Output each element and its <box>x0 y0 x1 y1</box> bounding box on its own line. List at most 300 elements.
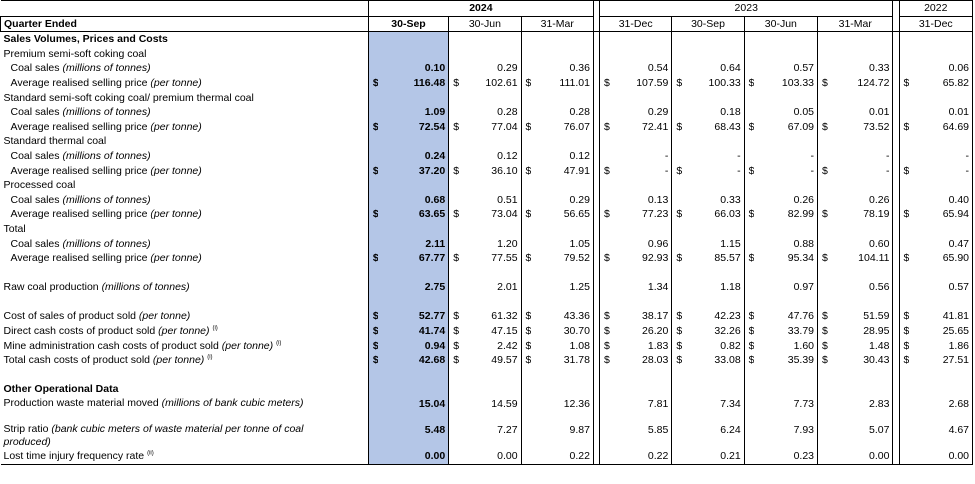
value-cell: 7.81 <box>647 398 669 411</box>
dollar-sign: $ <box>521 353 531 368</box>
st-coal-sales-row <box>1 149 973 164</box>
value-cell: 111.01 <box>559 76 590 89</box>
dollar-sign <box>899 105 909 120</box>
value-cell: 73.52 <box>863 120 890 133</box>
section-title: Other Operational Data <box>3 383 119 396</box>
dollar-sign <box>449 397 459 423</box>
dollar-sign <box>521 449 531 464</box>
dollar-sign <box>899 237 909 252</box>
group-title: Standard semi-soft coking coal/ premium thermal coal <box>3 91 254 104</box>
total-cash-row <box>1 353 973 368</box>
dollar-sign: $ <box>368 120 378 135</box>
ltifr-row-label: Lost time injury frequency rate $^{(ii)}$ <box>1 449 369 464</box>
quarter-col-2: 31-Mar <box>521 16 593 32</box>
total-avg-price-row-label: Average realised selling price (per tonne) <box>10 252 202 265</box>
dollar-sign <box>744 280 754 295</box>
value-cell: 2.11 <box>378 237 448 252</box>
value-cell: 95.34 <box>787 252 815 265</box>
dollar-sign <box>599 61 609 76</box>
total-avg-price-row <box>1 251 973 266</box>
value-cell: 9.87 <box>569 424 590 437</box>
value-cell: 66.03 <box>714 208 741 221</box>
dollar-sign <box>818 423 828 449</box>
dollar-sign: $ <box>744 76 754 91</box>
value-cell: 47.91 <box>563 164 590 177</box>
value-cell: 47.15 <box>491 325 518 338</box>
dollar-sign: $ <box>599 207 609 222</box>
dollar-sign <box>521 149 531 164</box>
value-cell: 0.29 <box>569 193 590 206</box>
dollar-sign <box>744 449 754 464</box>
value-cell: 67.77 <box>378 251 448 266</box>
dollar-sign <box>818 149 828 164</box>
dollar-sign <box>449 149 459 164</box>
value-cell: 2.83 <box>869 398 890 411</box>
value-cell: 0.10 <box>378 61 448 76</box>
dollar-sign <box>672 193 682 208</box>
dollar-sign <box>672 280 682 295</box>
value-cell: 61.32 <box>491 310 518 323</box>
value-cell: 0.57 <box>793 62 815 75</box>
value-cell: 43.36 <box>563 310 590 323</box>
quarter-col-7: 31-Dec <box>899 16 973 32</box>
value-cell: 56.65 <box>563 208 590 221</box>
quarter-col-3: 31-Dec <box>599 16 671 32</box>
dollar-sign <box>744 193 754 208</box>
value-cell: - <box>810 164 815 177</box>
value-cell: - <box>885 164 890 177</box>
value-cell: 0.82 <box>720 339 741 352</box>
dollar-sign <box>449 105 459 120</box>
value-cell: 0.54 <box>647 62 669 75</box>
dollar-sign: $ <box>521 339 531 354</box>
value-cell: - <box>664 149 669 162</box>
value-cell: 85.57 <box>714 252 741 265</box>
total-coal-sales-row <box>1 237 973 252</box>
cost-sales-row-label: Cost of sales of product sold (per tonne) <box>3 310 191 323</box>
dollar-sign <box>744 149 754 164</box>
dollar-sign: $ <box>599 120 609 135</box>
year-2023: 2023 <box>599 1 893 17</box>
dollar-sign <box>368 280 378 295</box>
group-title: Standard thermal coal <box>3 135 107 148</box>
value-cell: 116.48 <box>378 76 448 91</box>
total-coal-sales-row-label: Coal sales (millions of tonnes) <box>10 237 151 250</box>
dollar-sign <box>599 280 609 295</box>
dollar-sign <box>521 237 531 252</box>
value-cell: 25.65 <box>909 324 972 339</box>
ss-coal-sales-row-label: Coal sales (millions of tonnes) <box>10 106 151 119</box>
group-title: Processed coal <box>3 179 76 192</box>
dollar-sign <box>599 397 609 423</box>
dollar-sign <box>672 105 682 120</box>
dollar-sign <box>449 449 459 464</box>
dollar-sign: $ <box>672 120 682 135</box>
value-cell: 77.23 <box>642 208 669 221</box>
value-cell: 1.15 <box>720 237 741 250</box>
value-cell: 72.54 <box>378 120 448 135</box>
dollar-sign: $ <box>521 324 531 339</box>
dollar-sign <box>672 397 682 423</box>
dollar-sign: $ <box>899 324 909 339</box>
value-cell: 2.75 <box>378 280 448 295</box>
value-cell: 5.07 <box>869 424 890 437</box>
value-cell: 27.51 <box>909 353 972 368</box>
quarter-header-row <box>1 16 973 32</box>
dollar-sign <box>368 237 378 252</box>
value-cell: 1.83 <box>647 339 669 352</box>
value-cell: 2.42 <box>497 339 518 352</box>
value-cell: 92.93 <box>642 252 669 265</box>
value-cell: 67.09 <box>787 120 815 133</box>
group-processed <box>1 178 973 193</box>
dollar-sign <box>521 280 531 295</box>
year-2022: 2022 <box>899 1 973 17</box>
value-cell: 33.08 <box>714 354 741 367</box>
value-cell: 47.76 <box>787 310 815 323</box>
dollar-sign <box>818 280 828 295</box>
dollar-sign <box>899 61 909 76</box>
value-cell: 0.26 <box>869 193 890 206</box>
value-cell: 1.18 <box>720 281 741 294</box>
year-2024: 2024 <box>368 1 593 17</box>
dollar-sign <box>744 237 754 252</box>
st-avg-price-row <box>1 164 973 179</box>
ss-avg-price-row <box>1 120 973 135</box>
value-cell: 78.19 <box>863 208 890 221</box>
value-cell: - <box>810 149 815 162</box>
dollar-sign: $ <box>818 353 828 368</box>
value-cell: 0.57 <box>909 280 972 295</box>
value-cell: 79.52 <box>563 252 590 265</box>
premium-coal-sales-row <box>1 61 973 76</box>
mine-admin-row-label: Mine administration cash costs of product sold (per tonne) $^{(i)}$ <box>3 339 282 352</box>
dollar-sign: $ <box>818 76 828 91</box>
dollar-sign <box>368 105 378 120</box>
value-cell: 0.28 <box>569 106 590 119</box>
dollar-sign <box>599 423 609 449</box>
dollar-sign: $ <box>744 309 754 324</box>
group-standard-thermal <box>1 134 973 149</box>
ss-avg-price-row-label: Average realised selling price (per tonne) <box>10 120 202 133</box>
value-cell: - <box>737 164 741 177</box>
value-cell: - <box>909 164 972 179</box>
dollar-sign: $ <box>368 309 378 324</box>
dollar-sign <box>899 449 909 464</box>
value-cell: 64.69 <box>909 120 972 135</box>
value-cell: 36.10 <box>491 164 518 177</box>
dollar-sign: $ <box>899 76 909 91</box>
dollar-sign: $ <box>899 353 909 368</box>
dollar-sign: $ <box>599 353 609 368</box>
dollar-sign <box>744 423 754 449</box>
dollar-sign: $ <box>818 339 828 354</box>
quarter-col-0: 30-Sep <box>368 16 448 32</box>
value-cell: 65.90 <box>909 251 972 266</box>
dollar-sign <box>368 61 378 76</box>
st-coal-sales-row-label: Coal sales (millions of tonnes) <box>10 149 151 162</box>
pc-avg-price-row-label: Average realised selling price (per tonne) <box>10 208 202 221</box>
direct-cash-row-label: Direct cash costs of product sold (per tonne) $^{(i)}$ <box>3 325 218 338</box>
dollar-sign <box>899 149 909 164</box>
value-cell: 38.17 <box>642 310 669 323</box>
value-cell: 7.27 <box>497 424 518 437</box>
dollar-sign: $ <box>449 309 459 324</box>
value-cell: 1.34 <box>647 281 669 294</box>
premium-avg-price-row <box>1 76 973 91</box>
value-cell: 14.59 <box>491 398 518 411</box>
value-cell: 82.99 <box>787 208 815 221</box>
value-cell: 6.24 <box>720 424 741 437</box>
dollar-sign <box>672 61 682 76</box>
value-cell: 30.43 <box>863 354 890 367</box>
value-cell: 0.22 <box>531 449 593 464</box>
dollar-sign: $ <box>818 120 828 135</box>
value-cell: 0.00 <box>459 449 521 464</box>
value-cell: - <box>664 164 669 177</box>
dollar-sign <box>672 237 682 252</box>
value-cell: 0.00 <box>909 449 972 464</box>
dollar-sign: $ <box>599 164 609 179</box>
value-cell: 0.36 <box>569 62 590 75</box>
value-cell: 0.88 <box>793 237 815 250</box>
dollar-sign: $ <box>744 120 754 135</box>
value-cell: 41.81 <box>909 309 972 324</box>
dollar-sign <box>599 149 609 164</box>
pc-avg-price-row <box>1 207 973 222</box>
value-cell: 52.77 <box>378 309 448 324</box>
dollar-sign: $ <box>599 251 609 266</box>
value-cell: 32.26 <box>714 325 741 338</box>
dollar-sign: $ <box>449 353 459 368</box>
value-cell: 1.60 <box>793 339 815 352</box>
spacer-row <box>1 295 973 310</box>
dollar-sign: $ <box>672 353 682 368</box>
dollar-sign: $ <box>521 251 531 266</box>
group-title: Premium semi-soft coking coal <box>3 47 147 60</box>
value-cell: 0.56 <box>869 281 890 294</box>
section-sales <box>1 32 973 47</box>
direct-cash-row <box>1 324 973 339</box>
dollar-sign <box>368 193 378 208</box>
dollar-sign <box>744 105 754 120</box>
dollar-sign: $ <box>521 309 531 324</box>
dollar-sign: $ <box>449 164 459 179</box>
value-cell: 7.73 <box>793 398 815 411</box>
dollar-sign: $ <box>521 207 531 222</box>
dollar-sign: $ <box>449 339 459 354</box>
waste-row-label: Production waste material moved (millions of bank cubic meters) <box>3 397 304 410</box>
value-cell: 0.00 <box>378 449 448 464</box>
value-cell: 0.64 <box>720 62 741 75</box>
value-cell: 1.05 <box>569 237 590 250</box>
dollar-sign <box>818 397 828 423</box>
dollar-sign: $ <box>449 324 459 339</box>
dollar-sign <box>449 280 459 295</box>
dollar-sign <box>899 397 909 423</box>
dollar-sign: $ <box>899 309 909 324</box>
dollar-sign: $ <box>672 309 682 324</box>
value-cell: 2.01 <box>497 281 518 294</box>
value-cell: 77.04 <box>491 120 518 133</box>
dollar-sign: $ <box>368 76 378 91</box>
quarter-col-5: 30-Jun <box>744 16 817 32</box>
value-cell: 0.21 <box>682 449 744 464</box>
value-cell: 0.24 <box>378 149 448 164</box>
group-title: Total <box>3 222 26 235</box>
value-cell: 49.57 <box>491 354 518 367</box>
strip-row-label: Strip ratio (bank cubic meters of waste material per tonne of coal produced) <box>3 423 304 449</box>
value-cell: 0.97 <box>793 281 815 294</box>
quarter-col-6: 31-Mar <box>818 16 893 32</box>
dollar-sign: $ <box>818 207 828 222</box>
quarter-ended-label: Quarter Ended <box>1 16 369 32</box>
value-cell: 7.93 <box>793 424 815 437</box>
value-cell: 0.47 <box>909 237 972 252</box>
value-cell: 28.95 <box>863 325 890 338</box>
value-cell: 0.29 <box>497 62 518 75</box>
dollar-sign: $ <box>899 251 909 266</box>
dollar-sign: $ <box>368 207 378 222</box>
dollar-sign: $ <box>368 339 378 354</box>
dollar-sign: $ <box>672 207 682 222</box>
dollar-sign: $ <box>899 164 909 179</box>
dollar-sign: $ <box>521 76 531 91</box>
value-cell: 77.55 <box>491 252 518 265</box>
dollar-sign: $ <box>599 76 609 91</box>
dollar-sign: $ <box>672 76 682 91</box>
dollar-sign <box>672 423 682 449</box>
value-cell: 0.60 <box>869 237 890 250</box>
value-cell: 0.12 <box>497 149 518 162</box>
dollar-sign: $ <box>449 251 459 266</box>
value-cell: 0.40 <box>909 193 972 208</box>
value-cell: 2.68 <box>909 397 972 423</box>
value-cell: 0.96 <box>647 237 669 250</box>
dollar-sign <box>599 193 609 208</box>
dollar-sign <box>449 193 459 208</box>
value-cell: 0.01 <box>869 106 890 119</box>
dollar-sign <box>818 105 828 120</box>
value-cell: 41.74 <box>378 324 448 339</box>
dollar-sign: $ <box>818 324 828 339</box>
ss-coal-sales-row <box>1 105 973 120</box>
dollar-sign: $ <box>672 339 682 354</box>
value-cell: 0.51 <box>497 193 518 206</box>
dollar-sign <box>899 193 909 208</box>
value-cell: 1.09 <box>378 105 448 120</box>
dollar-sign <box>672 449 682 464</box>
dollar-sign <box>368 397 378 423</box>
dollar-sign <box>899 423 909 449</box>
cost-sales-row <box>1 309 973 324</box>
st-avg-price-row-label: Average realised selling price (per tonne) <box>10 164 202 177</box>
section-other <box>1 382 973 397</box>
value-cell: 68.43 <box>714 120 741 133</box>
dollar-sign: $ <box>744 207 754 222</box>
dollar-sign <box>521 193 531 208</box>
raw-coal-row <box>1 280 973 295</box>
value-cell: 0.05 <box>793 106 815 119</box>
dollar-sign: $ <box>449 207 459 222</box>
premium-coal-sales-row-label: Coal sales (millions of tonnes) <box>10 62 151 75</box>
dollar-sign: $ <box>672 164 682 179</box>
waste-row <box>1 397 973 423</box>
dollar-sign <box>521 397 531 423</box>
dollar-sign: $ <box>899 207 909 222</box>
value-cell: 0.12 <box>569 149 590 162</box>
dollar-sign: $ <box>744 339 754 354</box>
dollar-sign: $ <box>672 324 682 339</box>
value-cell: 0.01 <box>909 105 972 120</box>
spacer-row <box>1 368 973 383</box>
value-cell: 1.48 <box>869 339 890 352</box>
value-cell: 72.41 <box>642 120 669 133</box>
value-cell: 37.20 <box>378 164 448 179</box>
value-cell: 0.33 <box>720 193 741 206</box>
dollar-sign <box>744 61 754 76</box>
dollar-sign <box>818 61 828 76</box>
dollar-sign <box>521 423 531 449</box>
value-cell: 0.68 <box>378 193 448 208</box>
value-cell: 1.86 <box>909 339 972 354</box>
value-cell: 5.48 <box>378 423 448 449</box>
mine-admin-row <box>1 339 973 354</box>
pc-coal-sales-row <box>1 193 973 208</box>
dollar-sign <box>899 280 909 295</box>
value-cell: 107.59 <box>636 76 669 89</box>
value-cell: 102.61 <box>485 76 518 89</box>
dollar-sign <box>368 423 378 449</box>
dollar-sign <box>368 449 378 464</box>
value-cell: 31.78 <box>563 354 590 367</box>
value-cell: 1.25 <box>569 281 590 294</box>
dollar-sign <box>818 193 828 208</box>
dollar-sign: $ <box>368 353 378 368</box>
value-cell: 1.20 <box>497 237 518 250</box>
group-total <box>1 222 973 237</box>
value-cell: 42.68 <box>378 353 448 368</box>
value-cell: 42.23 <box>714 310 741 323</box>
group-standard-semisoft <box>1 91 973 106</box>
total-cash-row-label: Total cash costs of product sold (per tonne) $^{(i)}$ <box>3 354 213 367</box>
section-title: Sales Volumes, Prices and Costs <box>3 33 168 46</box>
dollar-sign <box>521 105 531 120</box>
dollar-sign: $ <box>368 324 378 339</box>
dollar-sign: $ <box>744 164 754 179</box>
dollar-sign <box>672 149 682 164</box>
value-cell: 0.29 <box>647 106 669 119</box>
value-cell: 28.03 <box>642 354 669 367</box>
dollar-sign: $ <box>521 120 531 135</box>
dollar-sign <box>744 397 754 423</box>
value-cell: - <box>737 149 741 162</box>
dollar-sign: $ <box>368 164 378 179</box>
value-cell: 7.34 <box>720 398 741 411</box>
strip-row <box>1 423 973 449</box>
value-cell: 12.36 <box>563 398 590 411</box>
value-cell: 4.67 <box>909 423 972 449</box>
dollar-sign: $ <box>899 339 909 354</box>
dollar-sign <box>449 61 459 76</box>
raw-coal-row-label: Raw coal production (millions of tonnes) <box>3 281 190 294</box>
dollar-sign <box>599 237 609 252</box>
value-cell: 103.33 <box>781 76 815 89</box>
dollar-sign: $ <box>744 353 754 368</box>
dollar-sign <box>449 237 459 252</box>
value-cell: 100.33 <box>708 76 741 89</box>
value-cell: 0.18 <box>720 106 741 119</box>
